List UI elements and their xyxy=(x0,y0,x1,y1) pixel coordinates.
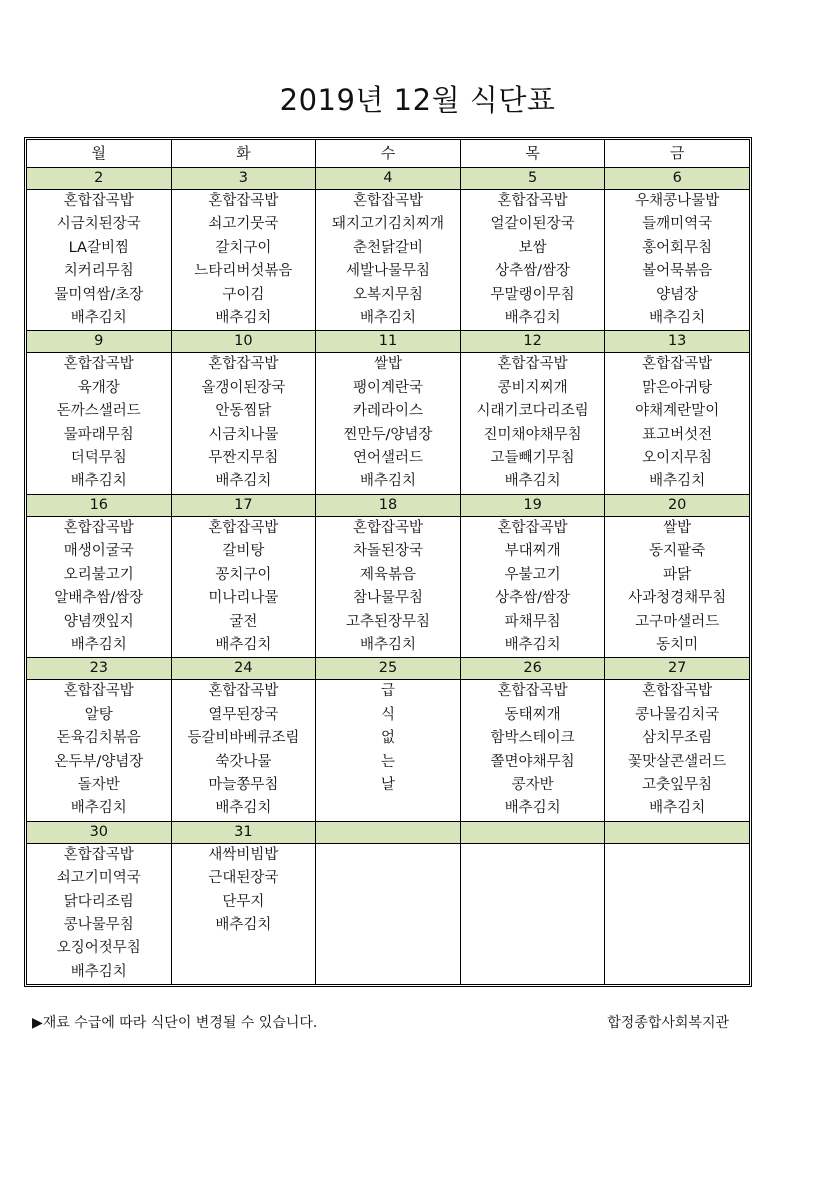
meal-cell xyxy=(27,353,172,494)
dish-item: 표고버섯전 xyxy=(642,426,713,443)
dish-item: 카레라이스 xyxy=(352,403,423,420)
dish-item: 혼합잡곡밥 xyxy=(63,519,134,536)
dish-item: 배추김치 xyxy=(215,916,272,933)
date-cell: 4 xyxy=(316,168,461,190)
dish-item: 혼합잡곡밥 xyxy=(63,356,134,373)
date-cell: 26 xyxy=(460,658,605,680)
date-row xyxy=(27,168,750,190)
dish-item: 쫄면야채무침 xyxy=(490,753,575,770)
date-cell xyxy=(605,821,750,843)
meal-cell xyxy=(27,190,172,331)
dish-item: 파채무침 xyxy=(504,613,561,630)
dish-item: 차돌된장국 xyxy=(352,543,423,560)
date-cell: 3 xyxy=(171,168,316,190)
weekday-header: 목 xyxy=(460,140,605,168)
dish-item: 닭다리조림 xyxy=(63,893,134,910)
dish-item: 동태찌개 xyxy=(504,706,561,723)
date-row xyxy=(27,331,750,353)
menu-table xyxy=(26,139,750,985)
dish-item: 동지팥죽 xyxy=(649,543,706,560)
dish-item: 동치미 xyxy=(656,636,699,653)
dish-item: 갈비탕 xyxy=(222,543,265,560)
dish-item: 쌀밥 xyxy=(373,356,402,373)
dish-item: 볼어묵볶음 xyxy=(642,263,713,280)
dish-item: 급 xyxy=(380,683,395,700)
dish-item: 우채콩나물밥 xyxy=(635,193,720,209)
dish-item: 없 xyxy=(380,730,395,747)
dish-item: 식 xyxy=(380,706,395,723)
dish-item: 찐만두/양념장 xyxy=(343,426,433,443)
dish-item: 혼합잡곡밥 xyxy=(352,193,423,209)
dish-item: 혼합잡곡밥 xyxy=(63,193,134,209)
date-row xyxy=(27,494,750,516)
dish-item: 오이지무침 xyxy=(642,450,713,467)
dish-item: 혼합잡곡밥 xyxy=(497,356,568,373)
meal-row xyxy=(27,516,750,657)
date-cell: 31 xyxy=(171,821,316,843)
dish-item: 배추김치 xyxy=(215,800,272,817)
dish-item: 알탕 xyxy=(84,706,113,723)
dish-item: 쑥갓나물 xyxy=(215,753,272,770)
dish-item: 콩비지찌개 xyxy=(497,379,568,396)
meal-cell xyxy=(605,190,750,331)
meal-cell xyxy=(605,353,750,494)
dish-item: 돈육김치볶음 xyxy=(56,730,141,747)
dish-item: 혼합잡곡밥 xyxy=(642,683,713,700)
dish-item: 배추김치 xyxy=(504,800,561,817)
dish-item: 배추김치 xyxy=(359,636,416,653)
dish-item: 부대찌개 xyxy=(504,543,561,560)
dish-item: 야채계란말이 xyxy=(635,403,720,420)
date-row xyxy=(27,821,750,843)
dish-item: 혼합잡곡밥 xyxy=(497,683,568,700)
dish-item: 파닭 xyxy=(663,566,692,583)
dish-item: 안동찜닭 xyxy=(215,403,272,420)
dish-item: 혼합잡곡밥 xyxy=(497,193,568,209)
dish-item: 고추된장무침 xyxy=(345,613,430,630)
dish-item: 구이김 xyxy=(222,286,265,303)
meal-cell xyxy=(316,190,461,331)
dish-item: 돌자반 xyxy=(77,776,120,793)
dish-item: 미나리나물 xyxy=(208,590,279,607)
dish-item: 오징어젓무침 xyxy=(56,940,141,957)
dish-item: 배추김치 xyxy=(70,310,127,327)
dish-item: 무말랭이무침 xyxy=(490,286,575,303)
meal-cell xyxy=(316,353,461,494)
meal-cell xyxy=(171,516,316,657)
meal-cell xyxy=(460,843,605,984)
dish-item: 오복지무침 xyxy=(352,286,423,303)
dish-item: 배추김치 xyxy=(649,473,706,490)
meal-row xyxy=(27,353,750,494)
date-cell: 18 xyxy=(316,494,461,516)
dish-item: 양념장 xyxy=(656,286,699,303)
meal-cell xyxy=(605,516,750,657)
dish-item: 양념깻잎지 xyxy=(63,613,134,630)
meal-cell xyxy=(460,353,605,494)
dish-item: 물파래무침 xyxy=(63,426,134,443)
dish-item: 배추김치 xyxy=(70,636,127,653)
meal-row xyxy=(27,680,750,821)
dish-item: 제육볶음 xyxy=(359,566,416,583)
dish-item: 오리불고기 xyxy=(63,566,134,583)
dish-item: 날 xyxy=(380,776,395,793)
meal-row xyxy=(27,843,750,984)
dish-item: 상추쌈/쌈장 xyxy=(495,263,571,280)
dish-item: 시금치된장국 xyxy=(56,216,141,233)
dish-item: 보쌈 xyxy=(518,239,547,256)
weekday-header-row xyxy=(27,140,750,168)
meal-cell xyxy=(171,680,316,821)
dish-item: 배추김치 xyxy=(70,800,127,817)
dish-item: 치커리무침 xyxy=(63,263,134,280)
dish-item: 진미채야채무침 xyxy=(483,426,582,443)
dish-item: 근대된장국 xyxy=(208,870,279,887)
dish-item: 사과청경채무침 xyxy=(628,590,727,607)
dish-item: 배추김치 xyxy=(504,310,561,327)
footer-note: ▶재료 수급에 따라 식단이 변경될 수 있습니다. xyxy=(32,1015,318,1031)
date-cell: 9 xyxy=(27,331,172,353)
dish-item: 쇠고기뭇국 xyxy=(208,216,279,233)
dish-item: 배추김치 xyxy=(504,473,561,490)
dish-item: 등갈비바베큐조림 xyxy=(187,730,300,747)
date-cell: 27 xyxy=(605,658,750,680)
dish-item: 콩나물김치국 xyxy=(635,706,720,723)
dish-item: 더덕무침 xyxy=(70,450,127,467)
dish-item: 마늘쫑무침 xyxy=(208,776,279,793)
weekday-header: 월 xyxy=(27,140,172,168)
date-cell: 19 xyxy=(460,494,605,516)
weekday-header: 금 xyxy=(605,140,750,168)
date-cell: 20 xyxy=(605,494,750,516)
dish-item: 혼합잡곡밥 xyxy=(63,846,134,863)
meal-cell xyxy=(171,353,316,494)
dish-item: 혼합잡곡밥 xyxy=(208,193,279,209)
dish-item: 혼합잡곡밥 xyxy=(208,356,279,373)
dish-item: 배추김치 xyxy=(215,473,272,490)
dish-item: 혼합잡곡밥 xyxy=(63,683,134,700)
dish-item: 시금치나물 xyxy=(208,426,279,443)
date-cell: 5 xyxy=(460,168,605,190)
dish-item: 쇠고기미역국 xyxy=(56,870,141,887)
dish-item: 올갱이된장국 xyxy=(201,379,286,396)
date-cell: 24 xyxy=(171,658,316,680)
date-cell: 30 xyxy=(27,821,172,843)
dish-item: 꽃맛살콘샐러드 xyxy=(628,753,727,770)
dish-item: LA갈비찜 xyxy=(68,239,129,256)
dish-item: 시래기코다리조림 xyxy=(476,403,589,420)
dish-item: 콩자반 xyxy=(511,776,554,793)
dish-item: 고들빼기무침 xyxy=(490,450,575,467)
dish-item: 우불고기 xyxy=(504,566,561,583)
dish-item: 들깨미역국 xyxy=(642,216,713,233)
dish-item: 고구마샐러드 xyxy=(635,613,720,630)
dish-item: 춘천닭갈비 xyxy=(352,239,423,256)
dish-item: 참나물무침 xyxy=(352,590,423,607)
dish-item: 단무지 xyxy=(222,893,265,910)
dish-item: 혼합잡곡밥 xyxy=(642,356,713,373)
dish-item: 알배추쌈/쌈장 xyxy=(54,590,144,607)
date-cell: 17 xyxy=(171,494,316,516)
meal-cell xyxy=(171,190,316,331)
dish-item: 배추김치 xyxy=(649,800,706,817)
dish-item: 세발나물무침 xyxy=(345,263,430,280)
dish-item: 상추쌈/쌈장 xyxy=(495,590,571,607)
dish-item: 돼지고기김치찌개 xyxy=(331,216,445,233)
dish-item: 고춧잎무침 xyxy=(642,776,713,793)
dish-item: 혼합잡곡밥 xyxy=(352,519,423,536)
menu-table-frame xyxy=(24,137,752,987)
dish-item: 혼합잡곡밥 xyxy=(497,519,568,536)
meal-cell xyxy=(171,843,316,984)
dish-item: 배추김치 xyxy=(359,310,416,327)
dish-item: 온두부/양념장 xyxy=(54,753,144,770)
dish-item: 배추김치 xyxy=(70,473,127,490)
page-title: 2019년 12월 식단표 xyxy=(279,83,556,117)
meal-cell xyxy=(316,680,461,821)
dish-item: 쌀밥 xyxy=(663,519,692,536)
dish-item: 굴전 xyxy=(229,613,258,630)
dish-item: 열무된장국 xyxy=(208,706,279,723)
meal-cell xyxy=(460,516,605,657)
meal-cell xyxy=(316,516,461,657)
weekday-header: 화 xyxy=(171,140,316,168)
dish-item: 돈까스샐러드 xyxy=(56,403,141,420)
meal-cell xyxy=(460,190,605,331)
meal-cell xyxy=(316,843,461,984)
dish-item: 배추김치 xyxy=(215,636,272,653)
meal-cell xyxy=(605,680,750,821)
meal-cell xyxy=(605,843,750,984)
date-cell: 13 xyxy=(605,331,750,353)
date-cell xyxy=(460,821,605,843)
dish-item: 팽이계란국 xyxy=(352,379,423,396)
dish-item: 물미역쌈/초장 xyxy=(54,286,144,303)
meal-cell xyxy=(460,680,605,821)
dish-item: 는 xyxy=(380,753,395,770)
dish-item: 함박스테이크 xyxy=(490,730,575,747)
dish-item: 육개장 xyxy=(77,379,120,396)
dish-item: 홍어회무침 xyxy=(642,239,713,256)
dish-item: 배추김치 xyxy=(215,310,272,327)
date-cell: 2 xyxy=(27,168,172,190)
dish-item: 콩나물무침 xyxy=(63,916,134,933)
dish-item: 배추김치 xyxy=(70,963,127,980)
date-cell: 25 xyxy=(316,658,461,680)
dish-item: 매생이굴국 xyxy=(63,543,134,560)
date-cell: 6 xyxy=(605,168,750,190)
dish-item: 연어샐러드 xyxy=(352,450,423,467)
date-cell: 23 xyxy=(27,658,172,680)
dish-item: 얼갈이된장국 xyxy=(490,216,575,233)
meal-cell xyxy=(27,516,172,657)
dish-item: 맑은아귀탕 xyxy=(642,379,713,396)
dish-item: 꽁치구이 xyxy=(215,566,272,583)
footer-organization: 합정종합사회복지관 xyxy=(607,1015,729,1031)
meal-cell xyxy=(27,680,172,821)
date-cell: 10 xyxy=(171,331,316,353)
dish-item: 배추김치 xyxy=(359,473,416,490)
date-cell xyxy=(316,821,461,843)
dish-item: 삼치무조림 xyxy=(642,730,713,747)
dish-item: 새싹비빔밥 xyxy=(208,846,279,863)
dish-item: 혼합잡곡밥 xyxy=(208,519,279,536)
dish-item: 혼합잡곡밥 xyxy=(208,683,279,700)
dish-item: 배추김치 xyxy=(504,636,561,653)
meal-row xyxy=(27,190,750,331)
date-cell: 12 xyxy=(460,331,605,353)
meal-cell xyxy=(27,843,172,984)
dish-item: 배추김치 xyxy=(649,310,706,327)
dish-item: 느타리버섯볶음 xyxy=(194,263,293,280)
menu-body xyxy=(27,168,750,985)
dish-item: 무짠지무침 xyxy=(208,450,279,467)
date-row xyxy=(27,658,750,680)
weekday-header: 수 xyxy=(316,140,461,168)
date-cell: 16 xyxy=(27,494,172,516)
date-cell: 11 xyxy=(316,331,461,353)
dish-item: 갈치구이 xyxy=(215,239,272,256)
